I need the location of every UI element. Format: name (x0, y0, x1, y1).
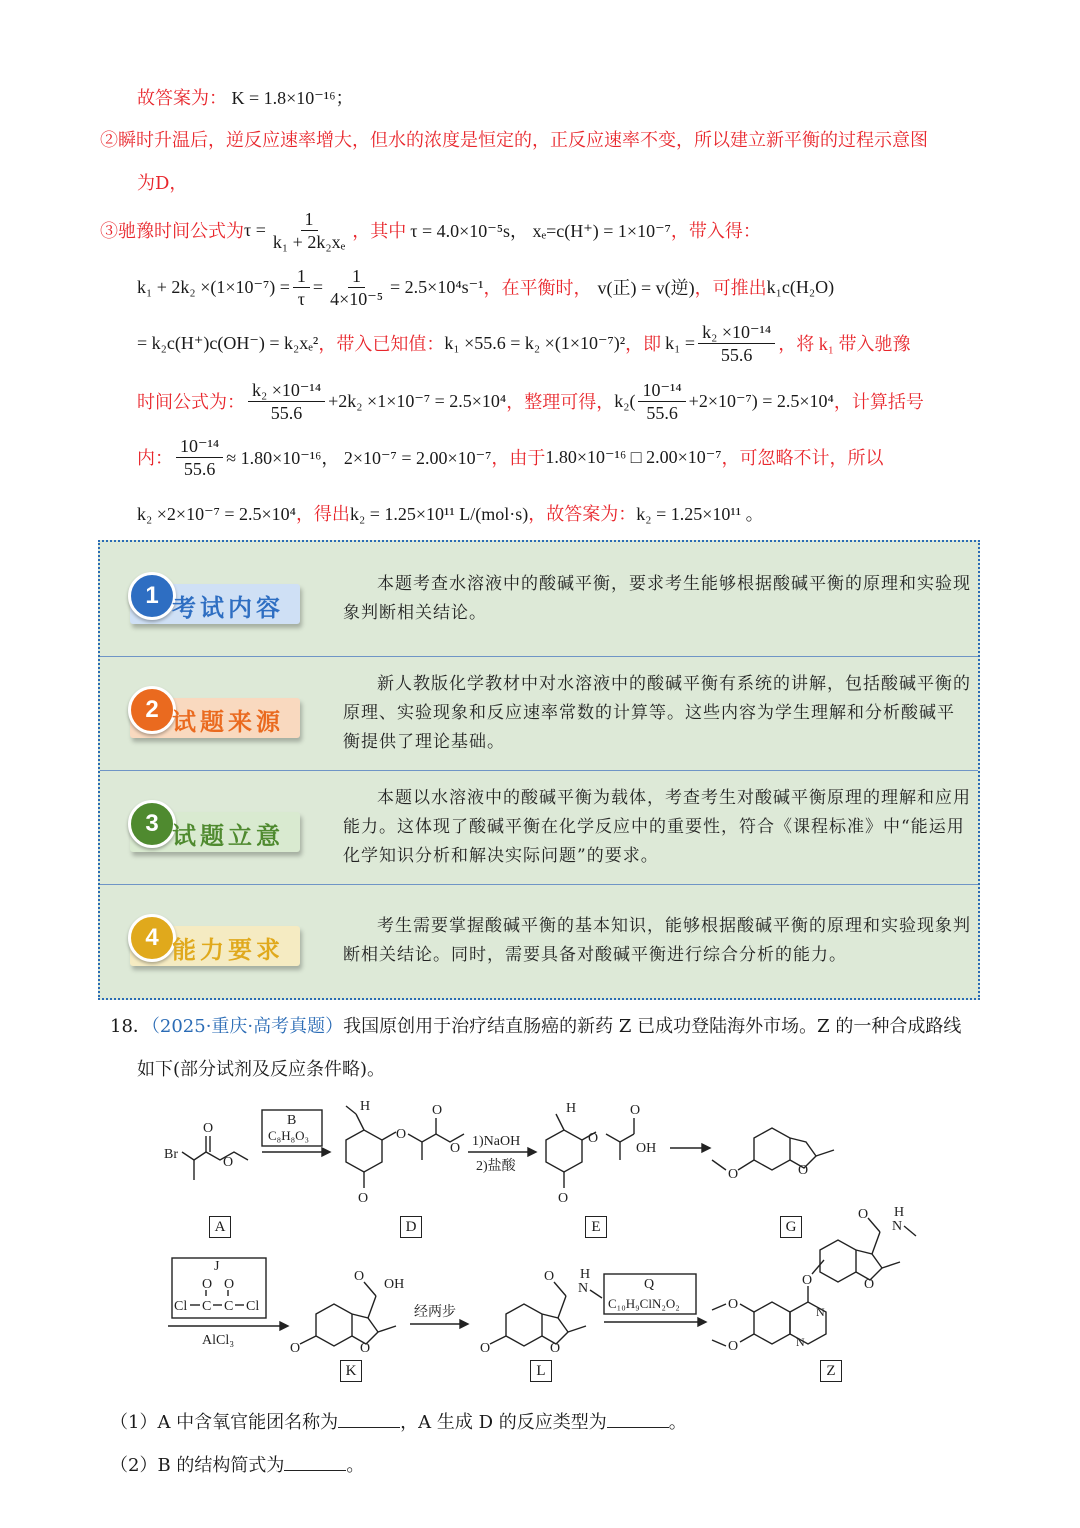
badge-label: 能力要求 (172, 936, 284, 964)
badge-label: 试题立意 (172, 822, 284, 850)
svg-text:O: O (360, 1341, 371, 1356)
svg-text:O: O (802, 1273, 813, 1288)
badge-intent (120, 796, 305, 856)
svg-text:OH: OH (636, 1141, 657, 1156)
answer-blank[interactable] (607, 1427, 669, 1428)
badge-exam-content (120, 568, 305, 628)
svg-text:Q: Q (644, 1277, 655, 1292)
sub-question-2: （2）B 的结构简式为 。 (110, 1455, 365, 1476)
question-number: 18． (110, 1016, 151, 1037)
k2-fraction: $\frac{\text{k₂ ×10⁻¹⁴}}{55.6}$ (248, 379, 325, 424)
given-values: τ = 4.0×10⁻⁵s， xₑ=c(H⁺) = 1×10⁻⁷ (410, 221, 671, 241)
answer-line-4: ③驰豫时间公式为 τ = $\frac{1}{\text{k₁ + 2k₂xₑ}}$ ，其中 τ = 4.0×10⁻⁵s， xₑ=c(H⁺) = 1×10⁻⁷ ，带入得： (100, 208, 761, 252)
answer-line-1 (137, 84, 353, 110)
atom-br: Br (164, 1147, 178, 1162)
svg-text:H: H (360, 1099, 371, 1114)
label-k: K (340, 1360, 362, 1382)
label-l: L (530, 1360, 552, 1382)
svg-text:Cl: Cl (246, 1299, 260, 1314)
svg-text:O: O (432, 1103, 443, 1118)
svg-text:O: O (630, 1103, 641, 1118)
svg-text:O: O (588, 1131, 599, 1146)
molecule-e (546, 1101, 656, 1206)
inner-fraction: $\frac{\text{10⁻¹⁴}}{55.6}$ (176, 435, 223, 480)
question-source: （2025·重庆·高考真题） (150, 1016, 344, 1037)
svg-text:N: N (816, 1305, 825, 1319)
label-d: D (400, 1216, 422, 1238)
label-e: E (585, 1216, 607, 1238)
answer-line-3: 为D， (137, 173, 188, 194)
svg-text:O: O (223, 1155, 234, 1170)
badge-source (120, 682, 305, 742)
svg-text:O: O (798, 1163, 809, 1178)
bracket-fraction: $\frac{\text{10⁻¹⁴}}{55.6}$ (638, 379, 685, 424)
analysis-text: 考生需要掌握酸碱平衡的基本知识，能够根据酸碱平衡的原理和实验现象判断相关结论。同时，需要具备对酸碱平衡进行综合分析的能力。 (343, 916, 971, 965)
label-a: A (209, 1216, 231, 1238)
molecule-k (290, 1269, 404, 1356)
svg-text:C₈H₈O₃: C₈H₈O₃ (268, 1128, 310, 1143)
sub-question-1: （1）A 中含氧官能团名称为 ，A 生成 D 的反应类型为 。 (110, 1412, 687, 1433)
relax-formula-label: ③驰豫时间公式为 (100, 221, 244, 241)
svg-text:O: O (544, 1269, 555, 1284)
svg-text:O: O (203, 1121, 214, 1136)
svg-text:OH: OH (384, 1277, 405, 1292)
fraction-1-over-tau: $\frac{1}{\tau}$ (293, 265, 310, 310)
question-text: 我国原创用于治疗结直肠癌的新药 Z 已成功登陆海外市场。Z 的一种合成路线 (343, 1016, 962, 1037)
svg-text:1)NaOH: 1)NaOH (472, 1134, 521, 1149)
svg-text:O: O (450, 1141, 461, 1156)
badge-number: 1 (128, 572, 176, 620)
svg-text:O: O (202, 1277, 213, 1292)
k1-fraction: $\frac{\text{k₂ ×10⁻¹⁴}}{55.6}$ (698, 321, 775, 366)
answer-line-2: ②瞬时升温后，逆反应速率增大，但水的浓度是恒定的，正反应速率不变，所以建立新平衡的过程示意图 (100, 130, 928, 151)
svg-text:O: O (480, 1341, 491, 1356)
fraction-1-over-4e-5: $\frac{1}{\text{4×10⁻⁵}}$ (330, 265, 384, 309)
badge-number: 2 (128, 686, 176, 734)
svg-text:O: O (728, 1297, 739, 1312)
svg-text:O: O (728, 1167, 739, 1182)
svg-text:2)盐酸: 2)盐酸 (476, 1159, 516, 1174)
label-z: Z (820, 1360, 842, 1382)
svg-text:O: O (858, 1207, 869, 1222)
final-answer: k₂ = 1.25×10¹¹ 。 (636, 504, 764, 524)
badge-number: 4 (128, 914, 176, 962)
k-value: K = 1.8×10⁻¹⁶； (231, 88, 354, 108)
badge-label: 试题来源 (172, 708, 284, 736)
relax-fraction: $\frac{1}{\text{k₁ + 2k₂xₑ}}$ (272, 208, 346, 252)
svg-text:H: H (566, 1101, 577, 1116)
svg-text:N: N (578, 1281, 589, 1296)
analysis-box (98, 540, 980, 1000)
analysis-row-source (100, 656, 978, 771)
svg-text:J: J (214, 1259, 220, 1274)
analysis-row-exam-content (100, 542, 978, 657)
answer-prefix: 故答案为： (137, 88, 227, 108)
svg-text:O: O (354, 1269, 365, 1284)
molecule-d (346, 1099, 464, 1206)
svg-text:N: N (796, 1335, 805, 1349)
svg-text:C₁₀H₉ClN₂O₂: C₁₀H₉ClN₂O₂ (608, 1296, 680, 1311)
analysis-text: 本题以水溶液中的酸碱平衡为载体，考查考生对酸碱平衡原理的理解和应用能力。这体现了酸碱平衡在化学反应中的重要性，符合《课程标准》中“能运用化学知识分析和解决实际问题”的要求。 (343, 788, 971, 866)
badge-label: 考试内容 (172, 594, 284, 622)
analysis-row-intent (100, 770, 978, 885)
svg-text:Cl: Cl (174, 1299, 188, 1314)
svg-text:O: O (358, 1191, 369, 1206)
answer-blank[interactable] (284, 1470, 346, 1471)
svg-text:H: H (894, 1205, 905, 1220)
molecule-a (164, 1121, 248, 1180)
answer-line-7: 时间公式为： $\frac{\text{k₂ ×10⁻¹⁴}}{55.6}$ +2k₂ ×1×10⁻⁷ = 2.5×10⁴ ，整理可得， k₂( $\frac{\text{10⁻¹⁴}}{55.6}$ +2×10⁻⁷) = 2.5×10⁴ ，计算括号 (137, 379, 924, 423)
svg-text:O: O (396, 1127, 407, 1142)
answer-line-8: 内： $\frac{\text{10⁻¹⁴}}{55.6}$ ≈ 1.80×10⁻¹⁶， 2×10⁻⁷ = 2.00×10⁻⁷ ，由于 1.80×10⁻¹⁶ □ 2.00×10⁻⁷ ，可忽略不计，所以 (137, 435, 884, 479)
badge-ability (120, 910, 305, 970)
answer-line-9: k₂ ×2×10⁻⁷ = 2.5×10⁴，得出k₂ = 1.25×10¹¹ L/(mol·s)，故答案为：k₂ = 1.25×10¹¹ 。 (137, 504, 764, 524)
svg-text:N: N (892, 1219, 903, 1234)
question-text-2: 如下(部分试剂及反应条件略)。 (137, 1059, 386, 1080)
molecule-g (712, 1128, 834, 1182)
molecule-l (480, 1267, 602, 1356)
svg-text:O: O (550, 1341, 561, 1356)
svg-text:经两步: 经两步 (414, 1305, 456, 1320)
molecule-z (712, 1205, 916, 1354)
svg-text:O: O (864, 1277, 875, 1292)
svg-text:B: B (287, 1113, 297, 1128)
badge-number: 3 (128, 800, 176, 848)
svg-text:H: H (580, 1267, 591, 1282)
label-g: G (780, 1216, 802, 1238)
svg-text:O: O (728, 1339, 739, 1354)
answer-line-6: = k₂c(H⁺)c(OH⁻) = k₂xₑ² ，带入已知值： k₁ ×55.6 = k₂ ×(1×10⁻⁷)² ，即 k₁ = $\frac{\text{k₂ ×10⁻¹⁴}}{55.6}$ ，将 k₁ 带入驰豫 (137, 321, 911, 365)
svg-text:O: O (290, 1341, 301, 1356)
svg-text:O: O (224, 1277, 235, 1292)
svg-text:C: C (202, 1299, 212, 1314)
svg-text:O: O (558, 1191, 569, 1206)
svg-text:C: C (224, 1299, 234, 1314)
analysis-text: 新人教版化学教材中对水溶液中的酸碱平衡有系统的讲解，包括酸碱平衡的原理、实验现象和反应速率常数的计算等。这些内容为学生理解和分析酸碱平衡提供了理论基础。 (343, 674, 971, 752)
svg-text:AlCl₃: AlCl₃ (202, 1333, 235, 1348)
analysis-text: 本题考查水溶液中的酸碱平衡，要求考生能够根据酸碱平衡的原理和实验现象判断相关结论。 (343, 574, 971, 623)
answer-line-5: k₁ + 2k₂ ×(1×10⁻⁷) = $\frac{1}{\tau}$ = $\frac{1}{\text{4×10⁻⁵}}$ = 2.5×10⁴s⁻¹ ，在平衡时， v(正) = v(逆) ，可推出 k₁c(H₂O) (137, 265, 835, 309)
analysis-row-ability (100, 884, 978, 998)
answer-blank[interactable] (338, 1427, 400, 1428)
synthesis-scheme (150, 1090, 930, 1390)
tau-symbol: τ = (244, 219, 266, 240)
question-header (110, 1012, 961, 1038)
